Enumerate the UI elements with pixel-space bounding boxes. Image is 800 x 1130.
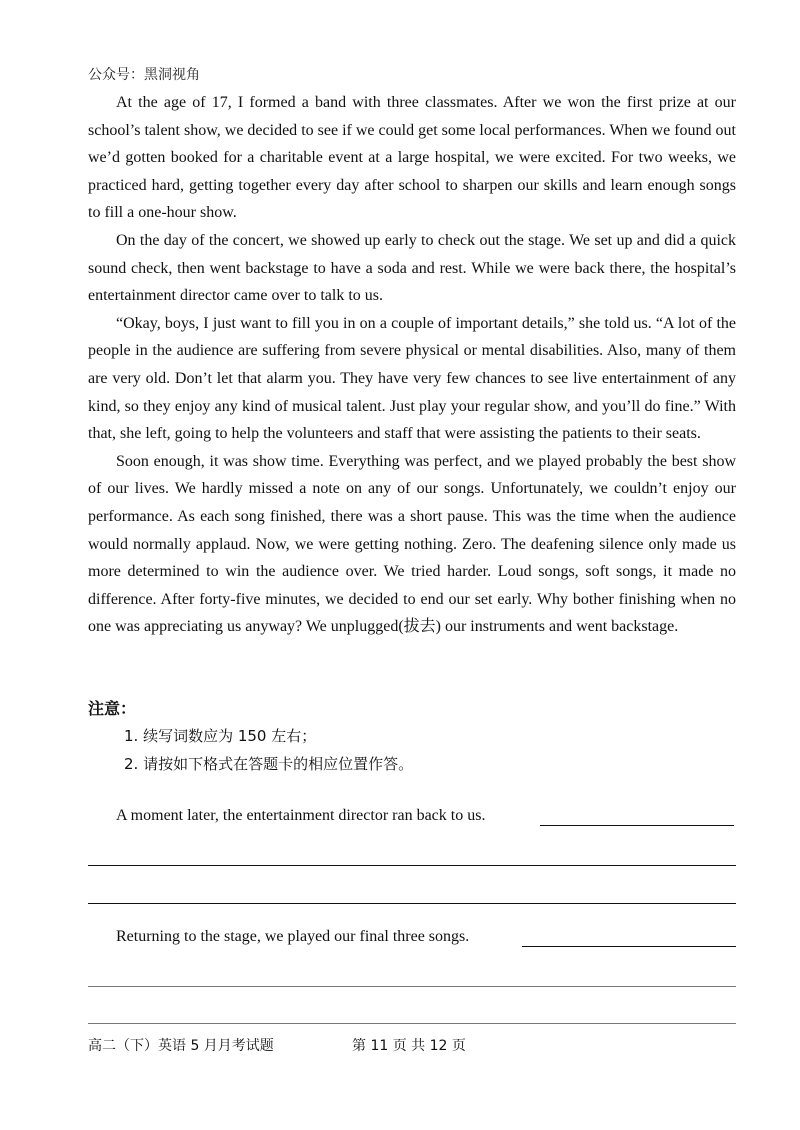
footer-page-number: 第 11 页 共 12 页 <box>352 1038 466 1054</box>
answer-line-1 <box>88 865 736 866</box>
continuation-prompt-1: A moment later, the entertainment director ran back to us. <box>116 807 486 824</box>
footer-exam-title: 高二（下）英语 5 月月考试题 <box>88 1038 274 1054</box>
note-item-2: 2. 请按如下格式在答题卡的相应位置作答。 <box>124 755 414 773</box>
notes-title: 注意： <box>88 699 137 718</box>
answer-blank-inline-2 <box>522 946 736 947</box>
passage-paragraph-2: On the day of the concert, we showed up early to check out the stage. We set up and did a quick sound check, then went backstage to have a soda and rest. While we were back there, the hospital’s entertainment director came over to talk to us. <box>88 231 736 305</box>
answer-line-4 <box>88 1023 736 1024</box>
answer-blank-inline-1 <box>540 825 734 826</box>
header-label: 公众号：黑洞视角 <box>88 67 200 83</box>
passage-paragraph-3: “Okay, boys, I just want to fill you in on a couple of important details,” she told us. “A lot of the people in the audience are suffering from severe physical or mental disabilities. Also, many of them are very old. Don’t let that alarm you. They have very few chances to see live entertainment of any kind, so they enjoy any kind of musical talent. Just play your regular show, and you’ll do fine.” With that, she left, going to help the volunteers and staff that were assisting the patients to their seats. <box>88 314 736 443</box>
note-item-1: 1. 续写词数应为 150 左右； <box>124 727 317 745</box>
answer-line-3 <box>88 986 736 987</box>
passage-paragraph-1: At the age of 17, I formed a band with three classmates. After we won the first prize at our school’s talent show, we decided to see if we could get some local performances. When we found out we’d gotten booked for a charitable event at a large hospital, we were excited. For two weeks, we practiced hard, getting together every day after school to sharpen our skills and learn enough songs to fill a one-hour show. <box>88 94 736 222</box>
continuation-prompt-2: Returning to the stage, we played our final three songs. <box>116 928 470 945</box>
passage-paragraph-4: Soon enough, it was show time. Everything was perfect, and we played probably the best show of our lives. We hardly missed a note on any of our songs. Unfortunately, we couldn’t enjoy our performance. As each song finished, there was a short pause. This was the time when the audience would normally applaud. Now, we were getting nothing. Zero. The deafening silence only made us more determined to win the audience over. We tried harder. Loud songs, soft songs, it made no difference. After forty-five minutes, we decided to end our set early. Why bother finishing when no one was appreciating us anyway? We unplugged(拔去) our instruments and went backstage. <box>88 452 736 636</box>
passage <box>88 89 736 641</box>
answer-line-2 <box>88 903 736 904</box>
